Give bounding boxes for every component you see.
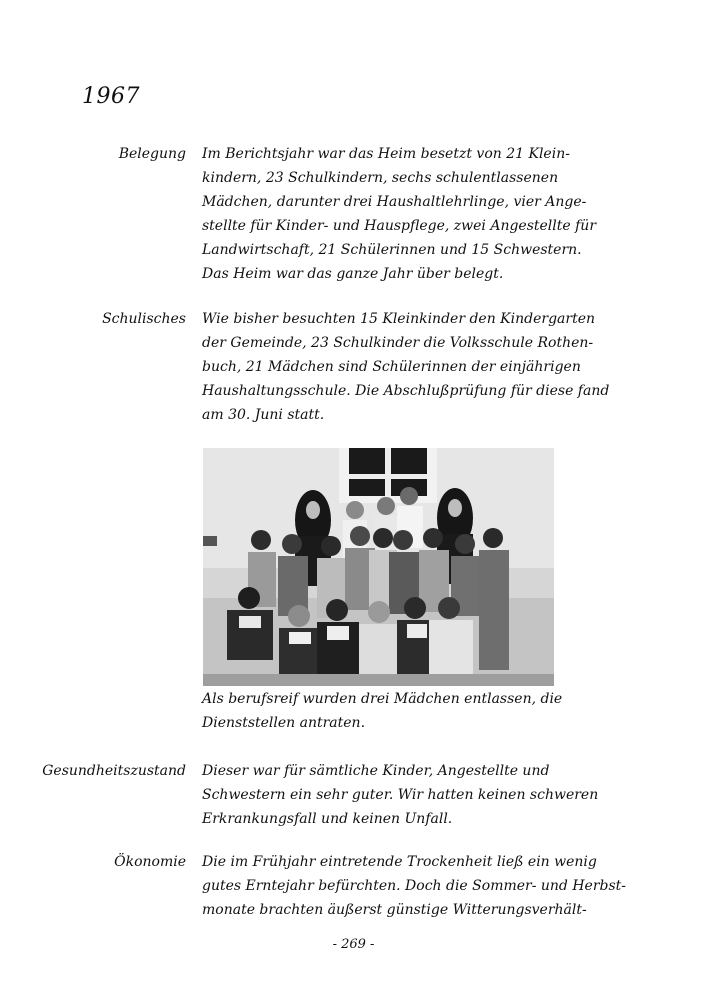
text-line: am 30. Juni statt.	[202, 407, 325, 423]
text-line: Landwirtschaft, 21 Schülerinnen und 15 Schwestern.	[202, 242, 582, 258]
text-line: buch, 21 Mädchen sind Schülerinnen der einjährigen	[202, 359, 581, 375]
section-label-oekonomie: Ökonomie	[114, 854, 186, 870]
caption-line: Als berufsreif wurden drei Mädchen entlassen, die	[202, 691, 563, 707]
text-line: gutes Erntejahr befürchten. Doch die Sommer- und Herbst-	[202, 878, 627, 894]
photo-caption	[202, 687, 622, 735]
page-number: - 269 -	[332, 937, 375, 952]
text-line: Das Heim war das ganze Jahr über belegt.	[202, 266, 504, 282]
section-label-gesundheitszustand: Gesundheitszustand	[42, 763, 186, 779]
caption-line: Dienststellen antraten.	[202, 715, 366, 731]
text-line: Mädchen, darunter drei Haushaltlehrlinge, vier Ange-	[202, 194, 587, 210]
text-line: kindern, 23 Schulkindern, sechs schulentlassenen	[202, 170, 559, 186]
text-line: Dieser war für sämtliche Kinder, Angestellte und	[202, 763, 550, 779]
text-line: monate brachten äußerst günstige Witterungsverhält-	[202, 902, 587, 918]
section-text-schulisches	[202, 307, 622, 427]
text-line: Wie bisher besuchten 15 Kleinkinder den Kindergarten	[202, 311, 595, 327]
section-text-oekonomie	[202, 850, 627, 922]
section-label-belegung: Belegung	[118, 146, 186, 162]
text-line: Haushaltungsschule. Die Abschlußprüfung für diese fand	[202, 383, 610, 399]
year-heading: 1967	[82, 84, 140, 109]
text-line: Erkrankungsfall und keinen Unfall.	[202, 811, 453, 827]
section-text-belegung	[202, 142, 622, 286]
text-line: stellte für Kinder- und Hauspflege, zwei Angestellte für	[202, 218, 597, 234]
text-line: Schwestern ein sehr guter. Wir hatten keinen schweren	[202, 787, 599, 803]
section-text-gesundheitszustand	[202, 759, 622, 831]
text-line: der Gemeinde, 23 Schulkinder die Volksschule Rothen-	[202, 335, 594, 351]
group-photo	[203, 448, 554, 686]
text-line: Im Berichtsjahr war das Heim besetzt von 21 Klein-	[202, 146, 570, 162]
text-line: Die im Frühjahr eintretende Trockenheit ließ ein wenig	[202, 854, 597, 870]
section-label-schulisches: Schulisches	[102, 311, 186, 327]
